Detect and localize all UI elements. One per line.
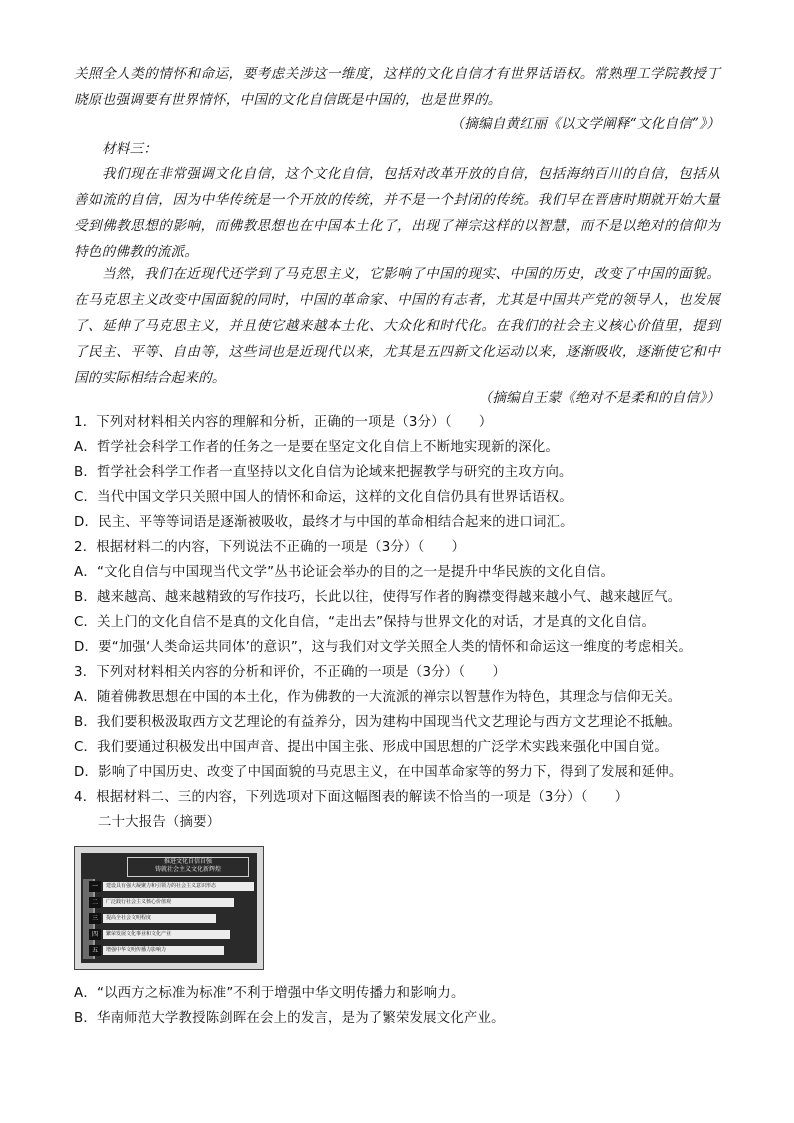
figure-row-text: 繁荣发展文化事业和文化产业 [103,930,230,939]
figure-caption: 二十大报告（摘要） [98,815,221,830]
question-3-option-a[interactable]: A．随着佛教思想在中国的本土化，作为佛教的一大流派的禅宗以智慧作为特色，其理念与信仰无关。 [74,690,682,705]
figure-row [89,897,255,908]
question-1-option-b[interactable]: B．哲学社会科学工作者一直坚持以文化自信为论域来把握教学与研究的主攻方向。 [74,465,573,480]
figure-row-text: 广泛践行社会主义核心价值观 [103,898,234,907]
figure-board [81,853,257,963]
figure-row-tag: 四 [89,929,101,940]
paragraph-continuation: 关照全人类的情怀和命运，要考虑关涉这一维度，这样的文化自信才有世界话语权。常熟理工学院教授丁晓原也强调要有世界情怀，中国的文化自信既是中国的，也是世界的。 [74,66,720,108]
question-4-stem: 4．根据材料二、三的内容，下列选项对下面这幅图表的解读不恰当的一项是（3分）（ ） [74,790,629,805]
figure-row-tag: 三 [89,913,101,924]
figure-row-tag: 五 [89,945,101,956]
question-2-option-b[interactable]: B．越来越高、越来越精致的写作技巧，长此以往，使得写作者的胸襟变得越来越小气、越来越匠气。 [74,590,682,605]
question-1-option-c[interactable]: C．当代中国文学只关照中国人的情怀和命运，这样的文化自信仍具有世界话语权。 [74,490,573,505]
source-citation-2: （摘编自黄红丽《以文学阐释“文化自信”》） [450,116,720,132]
figure-row-text: 提高全社会文明程度 [103,914,216,923]
figure-title [127,857,249,877]
figure-row [89,881,255,892]
figure-title-line-1: 推进文化自信自强 [163,858,212,865]
figure-row-text: 增强中华文明传播力影响力 [103,946,224,955]
figure-row-tag: 二 [89,897,101,908]
figure-row [89,945,255,956]
material-3-paragraph-2: 当然，我们在近现代还学到了马克思主义，它影响了中国的现实、中国的历史，改变了中国的面貌。在马克思主义改变中国面貌的同时，中国的革命家、中国的有志者，尤其是中国共产党的领导人，也发展了、延伸了马克思主义，并且使它越来越本土化、大众化和时代化。在我们的社会主义核心价值里，提到了民主、平等、自由等，这些词也是近现代以来，尤其是五四新文化运动以来，逐渐吸收，逐渐使它和中国的实际相结合起来的。 [74,266,720,386]
question-4-option-a[interactable]: A．“以西方之标准为标准”不利于增强中华文明传播力和影响力。 [74,986,465,1001]
question-3-stem: 3．下列对材料相关内容的分析和评价，不正确的一项是（3分）（ ） [74,665,507,680]
figure-title-line-2: 铸就社会主义文化新辉煌 [154,866,221,873]
question-3-option-d[interactable]: D．影响了中国历史、改变了中国面貌的马克思主义，在中国革命家等的努力下，得到了发展和延伸。 [74,765,683,780]
figure-row [89,913,255,924]
question-3-option-b[interactable]: B．我们要积极汲取西方文艺理论的有益养分，因为建构中国现当代文艺理论与西方文艺理论不抵触。 [74,715,682,730]
question-1-option-d[interactable]: D．民主、平等等词语是逐渐被吸收，最终才与中国的革命相结合起来的进口词汇。 [74,515,574,530]
question-3-option-c[interactable]: C．我们要通过积极发出中国声音、提出中国主张、形成中国思想的广泛学术实践来强化中国自觉。 [74,740,668,755]
question-1-stem: 1．下列对材料相关内容的理解和分析，正确的一项是（3分）（ ） [74,415,493,430]
source-citation-3: （摘编自王蒙《绝对不是柔和的自信》） [478,390,720,406]
figure-row-text: 建设具有强大凝聚力和引领力的社会主义意识形态 [103,882,254,891]
figure-row-tag: 一 [89,881,101,892]
question-2-option-c[interactable]: C．关上门的文化自信不是真的文化自信，“走出去”保持与世界文化的对话，才是真的文化自信。 [74,615,656,630]
figure-row [89,929,255,940]
question-2-option-d[interactable]: D．要“加强‘人类命运共同体’的意识”，这与我们对文学关照全人类的情怀和命运这一维度的考虑相关。 [74,640,693,655]
report-figure [74,846,264,970]
question-1-option-a[interactable]: A．哲学社会科学工作者的任务之一是要在坚定文化自信上不断地实现新的深化。 [74,440,560,455]
question-4-option-b[interactable]: B．华南师范大学教授陈剑晖在会上的发言，是为了繁荣发展文化产业。 [74,1011,505,1026]
material-3-paragraph-1: 我们现在非常强调文化自信，这个文化自信，包括对改革开放的自信，包括海纳百川的自信，包括从善如流的自信，因为中华传统是一个开放的传统，并不是一个封闭的传统。我们早在晋唐时期就开始大量受到佛教思想的影响，而佛教思想也在中国本土化了，出现了禅宗这样的以智慧，而不是以绝对的信仰为特色的佛教的流派。 [74,166,720,260]
question-2-stem: 2．根据材料二的内容，下列说法不正确的一项是（3分）（ ） [74,540,466,555]
material-3-heading: 材料三： [102,141,158,157]
question-2-option-a[interactable]: A．“文化自信与中国现当代文学”丛书论证会举办的目的之一是提升中华民族的文化自信。 [74,565,615,580]
